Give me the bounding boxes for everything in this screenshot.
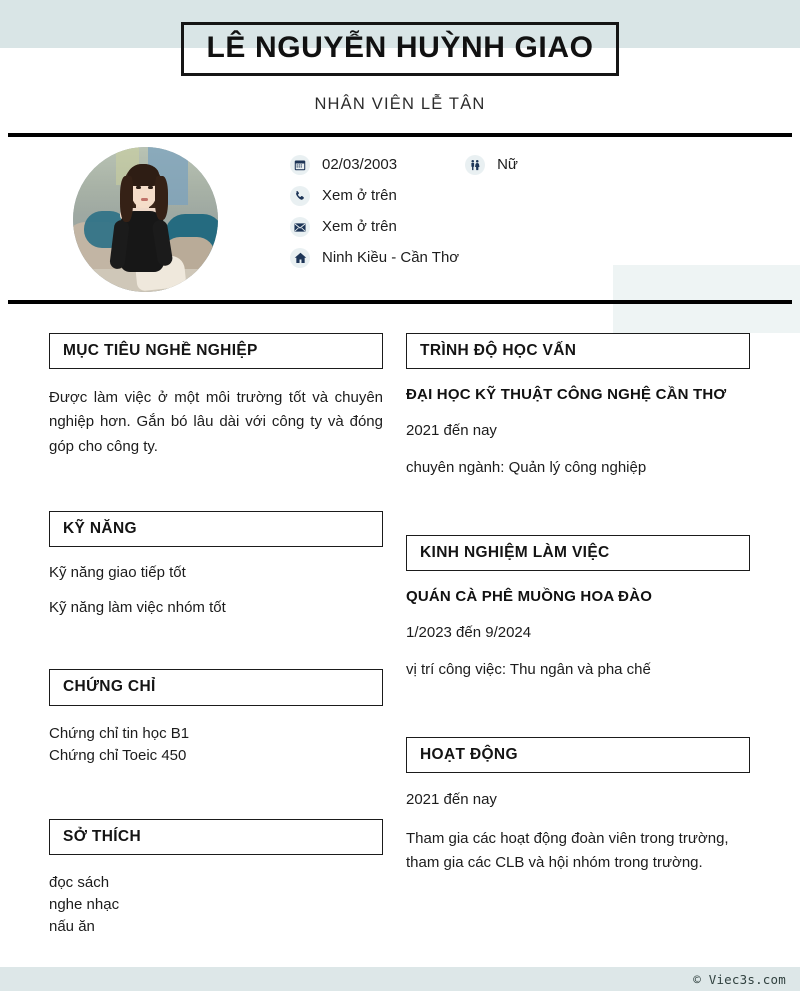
list-item: nấu ăn — [49, 917, 95, 935]
section-skills — [49, 511, 383, 618]
home-icon — [290, 248, 310, 268]
copyright-text: © Viec3s.com — [693, 971, 786, 987]
section-certificates — [49, 669, 383, 766]
cv-header — [0, 0, 800, 114]
cv-body — [0, 333, 800, 960]
candidate-name: LÊ NGUYỄN HUỲNH GIAO — [206, 31, 594, 64]
contact-item-birthdate — [290, 155, 397, 175]
contact-item-address — [290, 248, 459, 268]
skills-heading-text: KỸ NĂNG — [63, 519, 137, 537]
job-title: NHÂN VIÊN LỄ TÂN — [314, 94, 486, 113]
section-objective — [49, 333, 383, 459]
section-heading-skills — [49, 511, 383, 547]
contact-strip — [0, 141, 800, 298]
contact-item-phone — [290, 186, 397, 206]
objective-body: Được làm việc ở một môi trường tốt và chuyên nghiệp hơn. Gắn bó lâu dài với công ty và đóng góp cho công ty. — [49, 389, 383, 455]
avatar-container — [0, 141, 290, 292]
header-divider-bottom — [8, 300, 792, 304]
gender-icon — [465, 155, 485, 175]
address-value: Ninh Kiều - Cần Thơ — [322, 249, 460, 266]
section-heading-hobbies — [49, 819, 383, 855]
footer-band — [0, 967, 800, 991]
left-column — [0, 333, 395, 960]
section-heading-education — [406, 333, 750, 369]
list-item: nghe nhạc — [49, 895, 120, 913]
header-divider-top — [8, 133, 792, 137]
section-experience — [406, 535, 750, 679]
phone-value: Xem ở trên — [322, 187, 397, 204]
education-detail: chuyên ngành: Quản lý công nghiệp — [406, 458, 647, 476]
hobbies-list — [49, 872, 383, 938]
envelope-icon — [290, 217, 310, 237]
education-period: 2021 đến nay — [406, 422, 497, 440]
contact-row-birth-gender — [290, 155, 800, 175]
experience-detail: vị trí công việc: Thu ngân và pha chế — [406, 660, 651, 678]
education-school: ĐẠI HỌC KỸ THUẬT CÔNG NGHỆ CẦN THƠ — [406, 386, 727, 404]
contact-row-phone — [290, 186, 800, 206]
objective-heading-text: MỤC TIÊU NGHỀ NGHIỆP — [63, 342, 258, 359]
list-item: Kỹ năng giao tiếp tốt — [49, 563, 186, 581]
experience-company: QUÁN CÀ PHÊ MUỒNG HOA ĐÀO — [406, 588, 653, 606]
education-heading-text: TRÌNH ĐỘ HỌC VẤN — [420, 342, 577, 359]
list-item: Chứng chỉ Toeic 450 — [49, 746, 187, 764]
name-box — [181, 22, 618, 76]
contact-row-email — [290, 217, 800, 237]
birthdate-value: 02/03/2003 — [322, 156, 398, 173]
activities-detail: Tham gia các hoạt động đoàn viên trong trường, tham gia các CLB và hội nhóm trong trường. — [406, 829, 729, 871]
gender-value: Nữ — [497, 156, 518, 173]
avatar — [73, 147, 218, 292]
activities-period: 2021 đến nay — [406, 791, 497, 809]
hobbies-heading-text: SỞ THÍCH — [63, 827, 142, 845]
section-education — [406, 333, 750, 477]
contact-row-address — [290, 248, 800, 268]
experience-heading-text: KINH NGHIỆM LÀM VIỆC — [420, 544, 610, 562]
list-item: Kỹ năng làm việc nhóm tốt — [49, 598, 226, 616]
certificates-heading-text: CHỨNG CHỈ — [63, 678, 156, 696]
section-heading-experience — [406, 535, 750, 571]
right-column — [395, 333, 800, 960]
certificates-list — [49, 723, 383, 767]
list-item: Chứng chỉ tin học B1 — [49, 724, 190, 742]
contact-list — [290, 141, 800, 268]
calendar-icon — [290, 155, 310, 175]
contact-item-email — [290, 217, 397, 237]
section-heading-certificates — [49, 669, 383, 705]
list-item: đọc sách — [49, 873, 110, 891]
section-heading-activities — [406, 737, 750, 773]
experience-period: 1/2023 đến 9/2024 — [406, 624, 532, 642]
activities-heading-text: HOẠT ĐỘNG — [420, 746, 518, 764]
skills-list — [49, 564, 383, 618]
contact-item-gender — [465, 155, 518, 175]
section-hobbies — [49, 819, 383, 938]
phone-icon — [290, 186, 310, 206]
section-heading-objective — [49, 333, 383, 369]
email-value: Xem ở trên — [322, 218, 397, 235]
section-activities — [406, 737, 750, 875]
